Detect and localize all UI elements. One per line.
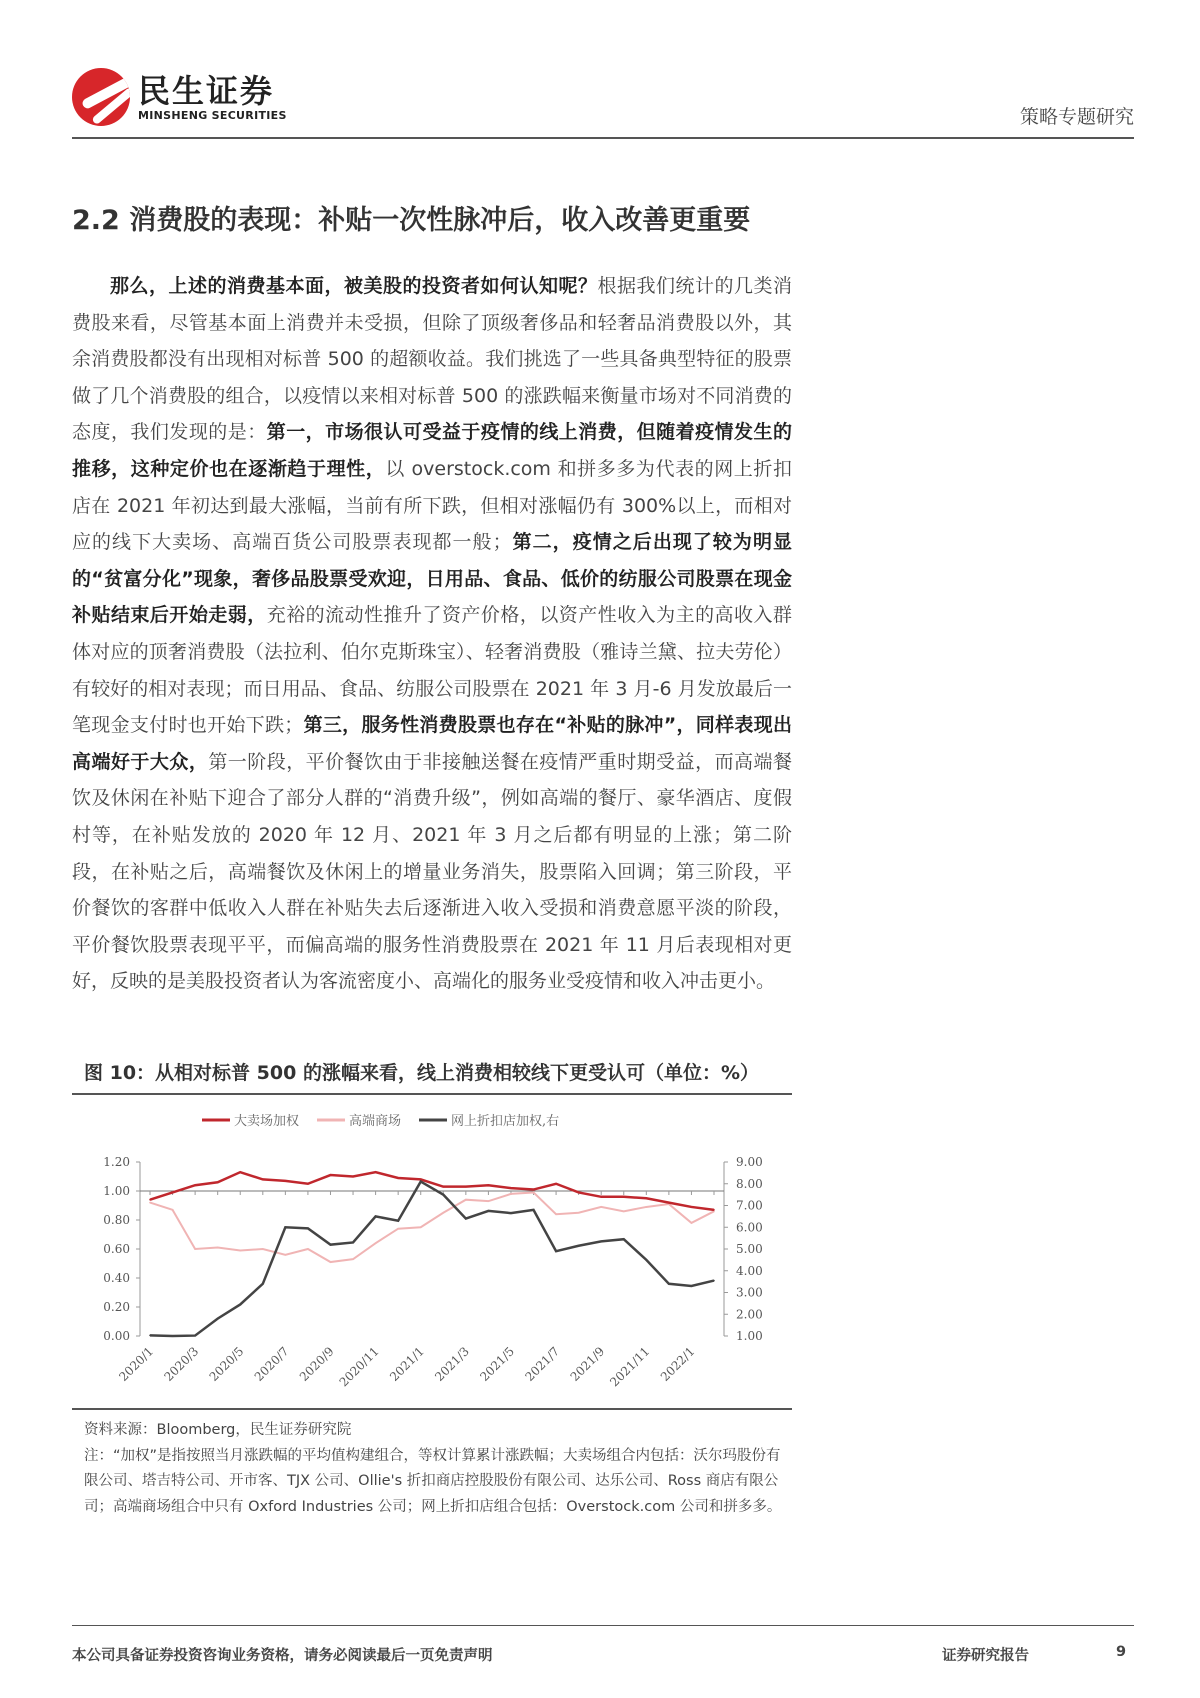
- data-point: [307, 1183, 309, 1185]
- text-segment: 那么，上述的消费基本面，被美股的投资者如何认知呢？: [110, 275, 598, 297]
- logo-cn-text: 民生证券: [138, 71, 275, 110]
- data-point: [217, 1247, 219, 1249]
- data-point: [623, 1211, 625, 1213]
- footer-divider: [72, 1625, 1134, 1626]
- data-point: [465, 1218, 467, 1220]
- text-segment: 第一，市场很认可受益于疫情的线上消费，但随着疫情发生的推移，这种定价也在逐渐趋于理性，: [72, 421, 792, 480]
- data-point: [375, 1216, 377, 1218]
- x-tick-label: 2021/1: [387, 1344, 427, 1384]
- x-tick-label: 2021/3: [432, 1344, 472, 1384]
- logo-en-text: MINSHENG SECURITIES: [138, 108, 287, 122]
- data-point: [262, 1179, 264, 1181]
- data-point: [555, 1250, 557, 1252]
- data-point: [194, 1184, 196, 1186]
- data-point: [217, 1182, 219, 1184]
- x-tick-label: 2020/11: [336, 1344, 382, 1390]
- data-point: [578, 1245, 580, 1247]
- data-point: [510, 1193, 512, 1195]
- x-tick-label: 2022/1: [657, 1344, 698, 1384]
- data-point: [420, 1181, 422, 1183]
- legend-label: 网上折扣店加权,右: [451, 1114, 560, 1129]
- data-point: [668, 1283, 670, 1285]
- data-point: [352, 1258, 354, 1260]
- data-point: [510, 1187, 512, 1189]
- data-point: [420, 1226, 422, 1228]
- figure-note: 注：“加权”是指按照当月涨跌幅的平均值构建组合，等权计算累计涨跌幅；大卖场组合内包括：沃尔玛股份有限公司、塔吉特公司、开市客、TJX 公司、Ollie's 折扣商店控股股份有限公司、达乐公司、Ross 商店有限公司；高端商场组合中只有 Oxford Industries 公司；网上折扣店组合包括：Overstock.com 公司和拼多多。: [84, 1447, 782, 1515]
- data-point: [646, 1259, 648, 1261]
- data-point: [465, 1199, 467, 1201]
- data-point: [262, 1283, 264, 1285]
- x-tick-label: 2020/5: [206, 1344, 247, 1384]
- data-point: [713, 1280, 715, 1282]
- data-point: [646, 1206, 648, 1208]
- x-tick-label: 2020/9: [296, 1344, 337, 1384]
- right-tick-label: 9.00: [736, 1155, 763, 1169]
- data-point: [285, 1180, 287, 1182]
- text-segment: 第二，疫情之后出现了较为明显的“贫富分化”现象，奢侈品股票受欢迎，日用品、食品、低价的纺服公司股票在现金补贴结束后开始走弱，: [72, 531, 792, 627]
- data-point: [352, 1242, 354, 1244]
- data-point: [285, 1254, 287, 1256]
- data-point: [285, 1226, 287, 1228]
- footer-report-type: 证券研究报告: [942, 1648, 1029, 1664]
- data-point: [533, 1209, 535, 1211]
- text-segment: 以 overstock.com 和拼多多为代表的网上折扣店在 2021 年初达到最大涨幅，当前有所下跌，但相对涨幅仍有 300%以上，而相对应的线下大卖场、高端百货公司股票表现都一般；: [72, 457, 792, 554]
- data-point: [194, 1248, 196, 1250]
- data-point: [510, 1212, 512, 1214]
- data-point: [217, 1318, 219, 1320]
- figure-notes: [72, 1408, 792, 1520]
- section-title: 2.2 消费股的表现：补贴一次性脉冲后，收入改善更重要: [72, 205, 751, 236]
- right-tick-label: 4.00: [736, 1263, 763, 1278]
- company-logo: [72, 68, 287, 126]
- data-point: [375, 1242, 377, 1244]
- right-tick-label: 8.00: [736, 1176, 763, 1191]
- text-segment: 第三，服务性消费股票也存在“补贴的脉冲”，同样表现出高端好于大众，: [72, 714, 792, 773]
- data-point: [488, 1210, 490, 1212]
- legend-label: 高端商场: [349, 1114, 402, 1129]
- series-line-2: [150, 1192, 714, 1262]
- logo-icon: [72, 68, 130, 126]
- header-divider: [72, 137, 1134, 139]
- data-point: [691, 1222, 693, 1224]
- x-tick-label: 2020/1: [116, 1344, 157, 1384]
- left-tick-label: 0.60: [103, 1242, 130, 1256]
- data-point: [397, 1228, 399, 1230]
- x-tick-label: 2020/7: [251, 1344, 292, 1384]
- right-tick-label: 6.00: [736, 1220, 763, 1235]
- data-point: [375, 1171, 377, 1173]
- legend-label: 大卖场加权: [234, 1114, 300, 1129]
- data-point: [330, 1174, 332, 1176]
- data-point: [149, 1199, 151, 1201]
- data-point: [600, 1206, 602, 1208]
- data-point: [330, 1261, 332, 1263]
- data-point: [397, 1220, 399, 1222]
- data-point: [555, 1213, 557, 1215]
- data-point: [239, 1250, 241, 1252]
- data-point: [488, 1200, 490, 1202]
- data-point: [533, 1189, 535, 1191]
- data-point: [307, 1248, 309, 1250]
- data-point: [352, 1176, 354, 1178]
- figure-caption: 图 10：从相对标普 500 的涨幅来看，线上消费相较线下更受认可（单位：%）: [72, 1058, 792, 1095]
- data-point: [646, 1197, 648, 1199]
- left-tick-label: 1.20: [103, 1155, 130, 1169]
- left-tick-label: 0.40: [103, 1271, 130, 1285]
- data-point: [600, 1241, 602, 1243]
- data-point: [713, 1209, 715, 1211]
- x-tick-label: 2021/9: [567, 1344, 608, 1384]
- right-tick-label: 7.00: [736, 1198, 763, 1213]
- data-point: [533, 1192, 535, 1194]
- data-point: [397, 1177, 399, 1179]
- right-tick-label: 1.00: [736, 1329, 763, 1343]
- text-segment: 根据我们统计的几类消费股来看，尽管基本面上消费并未受损，但除了顶级奢侈品和轻奢品消费股以外，其余消费股都没有出现相对标普 500 的超额收益。我们挑选了一些具备典型特征的股票做了几个消费股的组合，以疫情以来相对标普 500 的涨跌幅来衡量市场对不同消费的态度，我们发现的是：: [72, 275, 792, 444]
- data-point: [420, 1179, 422, 1181]
- x-tick-label: 2021/5: [477, 1344, 518, 1384]
- text-segment: 第一阶段，平价餐饮由于非接触送餐在疫情严重时期受益，而高端餐饮及休闲在补贴下迎合了部分人群的“消费升级”，例如高端的餐厅、豪华酒店、度假村等，在补贴发放的 2020 年 12 月、2021 年 3 月之后都有明显的上涨；第二阶段，在补贴之后，高端餐饮及休闲上的增量业务消失，股票陷入回调；第三阶段，平价餐饮的客群中低收入人群在补贴失去后逐渐进入收入受损和消费意愿平淡的阶段，平价餐饮股票表现平平，而偏高端的服务性消费股票在 2021 年 11 月后表现相对更好，反映的是美股投资者认为客流密度小、高端化的服务业受疫情和收入冲击更小。: [72, 750, 792, 993]
- right-tick-label: 2.00: [736, 1307, 763, 1322]
- text-segment: 充裕的流动性推升了资产价格，以资产性收入为主的高收入群体对应的顶奢消费股（法拉利、伯尔克斯珠宝）、轻奢消费股（雅诗兰黛、拉夫劳伦）有较好的相对表现；而日用品、食品、纺服公司股票在 2021 年 3 月-6 月发放最后一笔现金支付时也开始下跌；: [72, 604, 792, 737]
- data-point: [307, 1228, 309, 1230]
- data-point: [623, 1196, 625, 1198]
- right-tick-label: 3.00: [736, 1285, 763, 1300]
- data-point: [330, 1244, 332, 1246]
- report-category: 策略专题研究: [1019, 106, 1134, 128]
- data-point: [172, 1209, 174, 1211]
- data-point: [488, 1184, 490, 1186]
- data-point: [668, 1202, 670, 1204]
- page-number: 9: [1116, 1644, 1127, 1660]
- data-point: [623, 1238, 625, 1240]
- left-tick-label: 0.00: [103, 1329, 130, 1343]
- data-point: [691, 1285, 693, 1287]
- right-tick-label: 5.00: [736, 1242, 763, 1256]
- body-paragraph: [72, 268, 792, 1000]
- left-tick-label: 0.80: [103, 1213, 130, 1227]
- data-point: [600, 1196, 602, 1198]
- x-tick-label: 2020/3: [161, 1344, 202, 1384]
- data-point: [262, 1248, 264, 1250]
- data-point: [194, 1335, 196, 1337]
- data-point: [465, 1186, 467, 1188]
- series-line-3: [150, 1182, 714, 1336]
- x-tick-label: 2021/7: [522, 1344, 563, 1384]
- data-point: [239, 1171, 241, 1173]
- figure-source: 资料来源：Bloomberg，民生证券研究院: [84, 1422, 352, 1438]
- data-point: [172, 1335, 174, 1337]
- data-point: [555, 1183, 557, 1185]
- data-point: [691, 1206, 693, 1208]
- data-point: [578, 1212, 580, 1214]
- footer-disclaimer: 本公司具备证券投资咨询业务资格，请务必阅读最后一页免责声明: [72, 1648, 493, 1664]
- data-point: [149, 1335, 151, 1337]
- data-point: [442, 1212, 444, 1214]
- data-point: [172, 1192, 174, 1194]
- data-point: [239, 1304, 241, 1306]
- left-tick-label: 1.00: [103, 1184, 130, 1198]
- data-point: [442, 1186, 444, 1188]
- x-tick-label: 2021/11: [607, 1344, 653, 1390]
- data-point: [149, 1202, 151, 1204]
- data-point: [578, 1192, 580, 1194]
- left-tick-label: 0.20: [103, 1300, 130, 1314]
- data-point: [442, 1194, 444, 1196]
- line-chart: [72, 1100, 792, 1405]
